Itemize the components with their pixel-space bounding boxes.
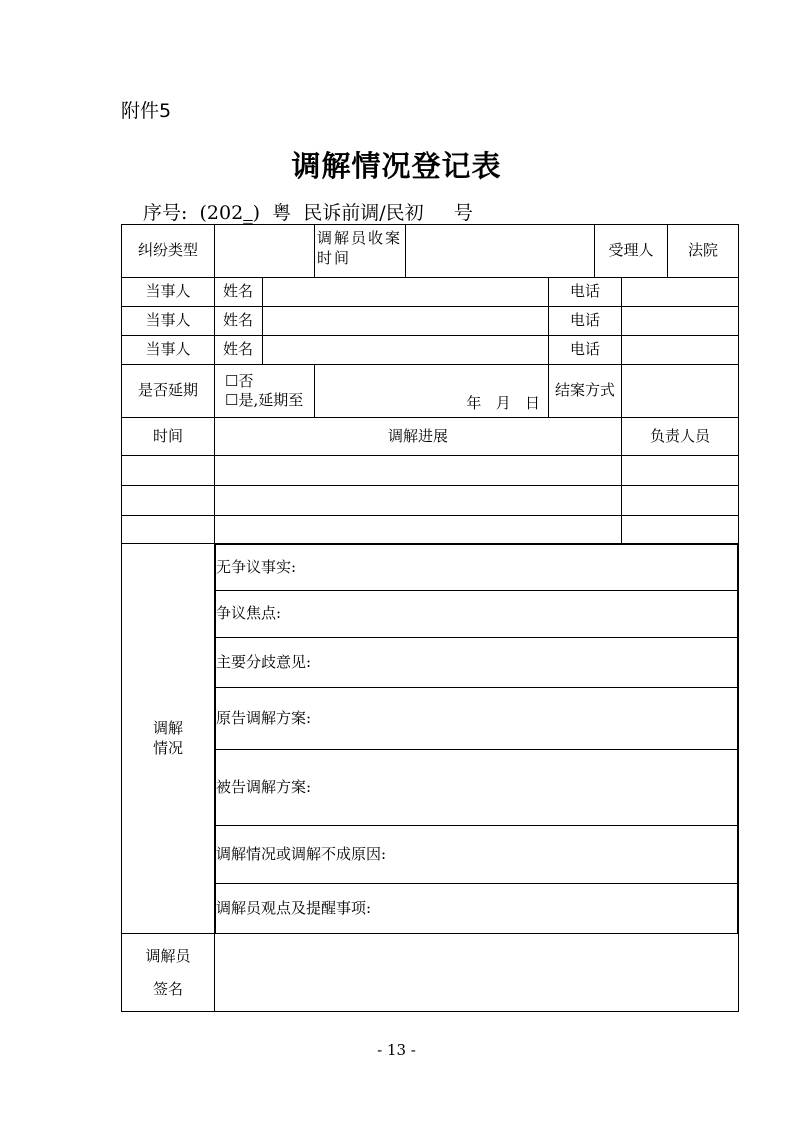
- dispute-type-label: 纠纷类型: [122, 225, 215, 278]
- name-field[interactable]: [263, 278, 549, 307]
- log-progress-cell[interactable]: [215, 486, 622, 516]
- acceptor-label: 受理人: [595, 225, 668, 278]
- acceptor-value: 法院: [668, 225, 739, 278]
- mediation-item-focus[interactable]: 争议焦点:: [216, 591, 738, 638]
- page-title: 调解情况登记表: [291, 149, 502, 183]
- mediation-details: [215, 544, 739, 934]
- party-row: [122, 336, 739, 365]
- attachment-label: 附件5: [121, 100, 172, 122]
- extension-options: [215, 365, 315, 418]
- party-row: [122, 278, 739, 307]
- log-progress-cell[interactable]: [215, 516, 622, 544]
- mediation-item-result-reason[interactable]: 调解情况或调解不成原因:: [216, 826, 738, 884]
- signature-field[interactable]: [215, 934, 739, 1012]
- log-row: [122, 456, 739, 486]
- mediation-item-defendant-plan[interactable]: 被告调解方案:: [216, 750, 738, 826]
- mediation-item-plaintiff-plan[interactable]: 原告调解方案:: [216, 688, 738, 750]
- log-person-cell[interactable]: [622, 456, 739, 486]
- mediation-item-disagreement[interactable]: 主要分歧意见:: [216, 638, 738, 688]
- name-label: 姓名: [215, 307, 263, 336]
- name-label: 姓名: [215, 278, 263, 307]
- name-field[interactable]: [263, 336, 549, 365]
- signature-label: [122, 934, 215, 1012]
- closing-method-field[interactable]: [622, 365, 739, 418]
- party-label: 当事人: [122, 307, 215, 336]
- receive-time-label: 调解员收案时间: [315, 225, 406, 278]
- signature-label-line-1: 调解员: [145, 946, 191, 965]
- log-time-cell[interactable]: [122, 516, 215, 544]
- signature-label-line-2: 签名: [152, 979, 183, 998]
- mediation-item-mediator-opinion[interactable]: 调解员观点及提醒事项:: [216, 884, 738, 934]
- log-progress-header: 调解进展: [215, 418, 622, 456]
- mediation-label-line-1: 调解: [152, 719, 183, 737]
- name-field[interactable]: [263, 307, 549, 336]
- phone-label: 电话: [549, 278, 622, 307]
- phone-label: 电话: [549, 336, 622, 365]
- closing-method-label: 结案方式: [549, 365, 622, 418]
- mediation-label-line-2: 情况: [152, 738, 183, 757]
- party-label: 当事人: [122, 336, 215, 365]
- log-row: [122, 516, 739, 544]
- log-person-cell[interactable]: [622, 516, 739, 544]
- serial-prefix: 序号: (202: [143, 202, 244, 224]
- log-progress-cell[interactable]: [215, 456, 622, 486]
- phone-field[interactable]: [622, 307, 739, 336]
- mediation-items: [215, 544, 738, 933]
- party-row: [122, 307, 739, 336]
- log-person-cell[interactable]: [622, 486, 739, 516]
- log-row: [122, 486, 739, 516]
- log-time-cell[interactable]: [122, 486, 215, 516]
- party-label: 当事人: [122, 278, 215, 307]
- serial-blank: _: [243, 202, 253, 224]
- receive-time-field[interactable]: [406, 225, 595, 278]
- extension-label: 是否延期: [122, 365, 215, 418]
- log-time-cell[interactable]: [122, 456, 215, 486]
- page-number: - 13 -: [377, 1041, 416, 1059]
- extension-date-field[interactable]: 年 月 日: [315, 365, 549, 418]
- phone-field[interactable]: [622, 336, 739, 365]
- log-person-header: 负责人员: [622, 418, 739, 456]
- name-label: 姓名: [215, 336, 263, 365]
- dispute-type-field[interactable]: [215, 225, 315, 278]
- log-time-header: 时间: [122, 418, 215, 456]
- extension-no-checkbox[interactable]: ☐否: [225, 371, 254, 390]
- registration-table: [121, 224, 739, 1012]
- serial-number-line: [143, 198, 473, 225]
- phone-field[interactable]: [622, 278, 739, 307]
- mediation-item-undisputed[interactable]: 无争议事实:: [216, 545, 738, 591]
- mediation-label: [122, 544, 215, 934]
- phone-label: 电话: [549, 307, 622, 336]
- serial-suffix: ) 粤 民诉前调/民初 号: [252, 202, 473, 224]
- extension-yes-checkbox[interactable]: ☐是,延期至: [225, 391, 304, 409]
